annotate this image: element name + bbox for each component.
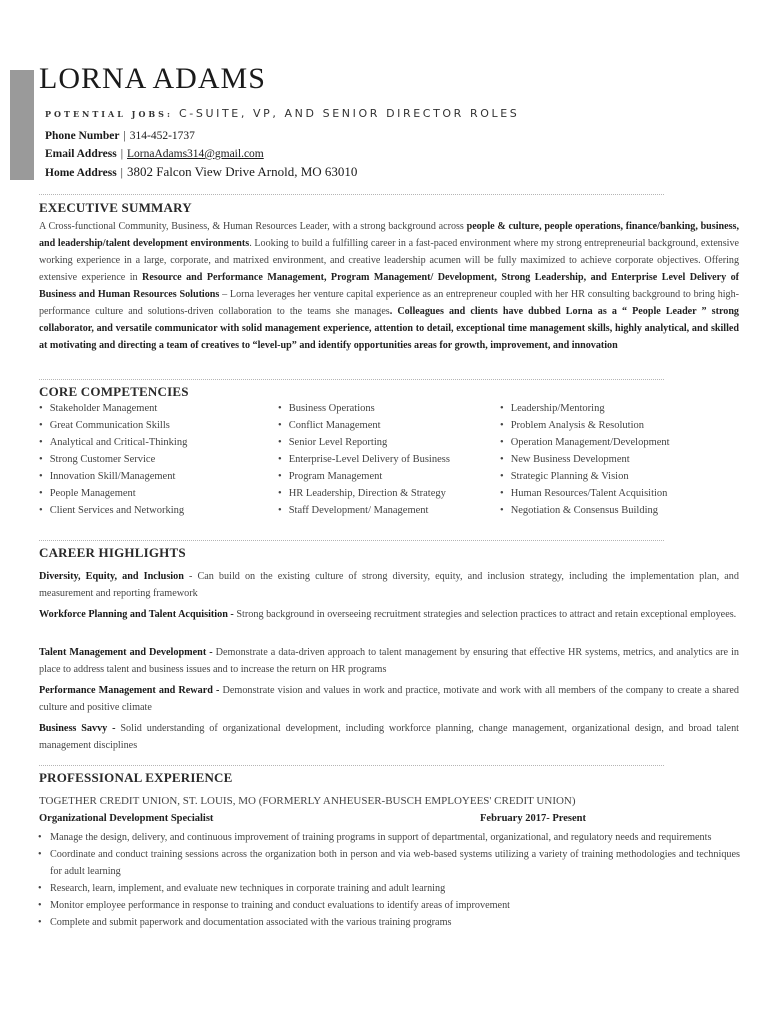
- competency-item: • Problem Analysis & Resolution: [500, 418, 670, 435]
- competency-item: • Business Operations: [278, 401, 450, 418]
- phone-line: [45, 130, 195, 142]
- competency-item: • Analytical and Critical-Thinking: [39, 435, 187, 452]
- highlight-text: Solid understanding of organizational development, including workforce planning, change management, organizational design, and broad talent management disciplines: [39, 723, 739, 751]
- separator: |: [123, 130, 126, 142]
- competency-column-2: [278, 401, 450, 520]
- job-dates: February 2017- Present: [480, 813, 586, 824]
- competency-item: • Client Services and Networking: [39, 503, 187, 520]
- highlight-text: - Can build on the existing culture of strong diversity, equity, and inclusion strategy, including the implementation plan, and measurement and reporting framework: [39, 571, 739, 599]
- highlight-label: Performance Management and Reward -: [39, 685, 220, 696]
- home-line: [45, 164, 357, 180]
- divider: [39, 194, 664, 195]
- job-bullet: • Research, learn, implement, and evaluate new techniques in corporate training and adult learning: [38, 880, 740, 897]
- highlight-item: [39, 644, 739, 678]
- job-bullets: [38, 829, 740, 931]
- competency-item: • Great Communication Skills: [39, 418, 187, 435]
- divider: [39, 379, 664, 380]
- summary-paragraph: [39, 218, 739, 354]
- phone-label: Phone Number: [45, 130, 120, 142]
- home-label: Home Address: [45, 167, 117, 179]
- highlight-label: Workforce Planning and Talent Acquisition -: [39, 609, 234, 620]
- highlight-item: [39, 720, 739, 754]
- competency-item: • Strong Customer Service: [39, 452, 187, 469]
- email-line: [45, 148, 264, 160]
- separator: |: [120, 167, 123, 179]
- highlight-text: Strong background in overseeing recruitment strategies and selection practices to attract and retain exceptional employees.: [233, 609, 737, 620]
- home-value: 3802 Falcon View Drive Arnold, MO 63010: [126, 164, 358, 179]
- competency-column-3: [500, 401, 670, 520]
- competency-item: • New Business Development: [500, 452, 670, 469]
- job-bullet: • Monitor employee performance in response to training and conduct evaluations to identify areas of improvement: [38, 897, 740, 914]
- competency-item: • Senior Level Reporting: [278, 435, 450, 452]
- highlight-text: Demonstrate a data-driven approach to talent management by ensuring that effective HR systems, metrics, and analytics are in place to address talent and business issues and to increase the return on HR programs: [39, 647, 739, 675]
- competency-item: • Staff Development/ Management: [278, 503, 450, 520]
- highlight-item: [39, 682, 739, 716]
- highlight-item: [39, 606, 739, 623]
- section-title-highlights: CAREER HIGHLIGHTS: [39, 545, 186, 560]
- competency-item: • Negotiation & Consensus Building: [500, 503, 670, 520]
- highlight-label: Talent Management and Development -: [39, 647, 213, 658]
- separator: |: [120, 148, 123, 160]
- competency-item: • People Management: [39, 486, 187, 503]
- phone-value: 314-452-1737: [129, 130, 195, 142]
- competency-item: • Enterprise-Level Delivery of Business: [278, 452, 450, 469]
- summary-text-1: A Cross-functional Community, Business, & Human Resources Leader, with a strong background across: [39, 221, 467, 232]
- job-bullet: • Manage the design, delivery, and continuous improvement of training programs in support of departmental, organizational, and regulatory needs and requirements: [38, 829, 740, 846]
- competency-item: • Human Resources/Talent Acquisition: [500, 486, 670, 503]
- highlight-item: [39, 568, 739, 602]
- competency-item: • Program Management: [278, 469, 450, 486]
- resume-name: LORNA ADAMS: [39, 62, 266, 95]
- section-title-competencies: CORE COMPETENCIES: [39, 384, 189, 399]
- competency-item: • Stakeholder Management: [39, 401, 187, 418]
- summary-bold-2: Resource and Performance Management, Program Management/ Development, Strong Leadership, and Enterprise Level Delivery of Business and Human Resources Solutions: [39, 272, 740, 300]
- accent-bar: [10, 70, 34, 180]
- highlight-label: Diversity, Equity, and Inclusion: [39, 571, 184, 582]
- competency-item: • Operation Management/Development: [500, 435, 670, 452]
- competency-item: • HR Leadership, Direction & Strategy: [278, 486, 450, 503]
- competency-column-1: [39, 401, 187, 520]
- competency-item: • Innovation Skill/Management: [39, 469, 187, 486]
- job-title: Organizational Development Specialist: [39, 813, 214, 824]
- summary-text-3: – Lorna leverages her venture capital experience as an entrepreneur coupled with her HR consulting background to bring high-performance culture and solutions-driven collaboration to the teams she manages: [39, 289, 739, 317]
- divider: [39, 540, 664, 541]
- competency-item: • Conflict Management: [278, 418, 450, 435]
- summary-bold-1: people & culture, people operations, finance/banking, business, and leadership/talent development environments: [39, 221, 739, 249]
- competency-item: • Leadership/Mentoring: [500, 401, 670, 418]
- competency-item: • Strategic Planning & Vision: [500, 469, 670, 486]
- job-bullet: • Coordinate and conduct training sessions across the organization both in person and via web-based systems utilizing a variety of training methodologies and techniques for adult learning: [38, 846, 740, 880]
- summary-bold-3: . Colleagues and clients have dubbed Lorna as a “ People Leader ” strong collaborator, and versatile communicator with solid management experience, attention to detail, exceptional time management skills, highly analytical, and skilled at motivating and directing a team of creatives to “level-up” and identify opportunities areas for growth, improvement, and innovation: [39, 306, 739, 351]
- potential-jobs: [45, 107, 519, 120]
- potential-jobs-label: POTENTIAL JOBS:: [45, 109, 173, 119]
- divider: [39, 765, 664, 766]
- highlight-text: Demonstrate vision and values in work and practice, motivate and work with all members of the company to create a shared culture and positive climate: [39, 685, 739, 713]
- summary-text-2: . Looking to build a fulfilling career in a fast-paced environment where my strong entrepreneurial background, extensive working experience in a large, corporate, and matrixed environment, and creative leadership acumen will be fully maximized to achieve corporate objectives. Offering extensive experience in: [39, 238, 739, 283]
- highlight-label: Business Savvy -: [39, 723, 116, 734]
- email-link[interactable]: LornaAdams314@gmail.com: [127, 148, 264, 160]
- section-title-summary: EXECUTIVE SUMMARY: [39, 200, 192, 215]
- potential-jobs-value: C-SUITE, VP, AND SENIOR DIRECTOR ROLES: [179, 107, 520, 120]
- section-title-experience: PROFESSIONAL EXPERIENCE: [39, 770, 233, 785]
- email-label: Email Address: [45, 148, 117, 160]
- job-bullet: • Complete and submit paperwork and documentation associated with the various training programs: [38, 914, 740, 931]
- employer-name: TOGETHER CREDIT UNION, ST. LOUIS, MO (FORMERLY ANHEUSER-BUSCH EMPLOYEES' CREDIT UNION): [39, 795, 576, 807]
